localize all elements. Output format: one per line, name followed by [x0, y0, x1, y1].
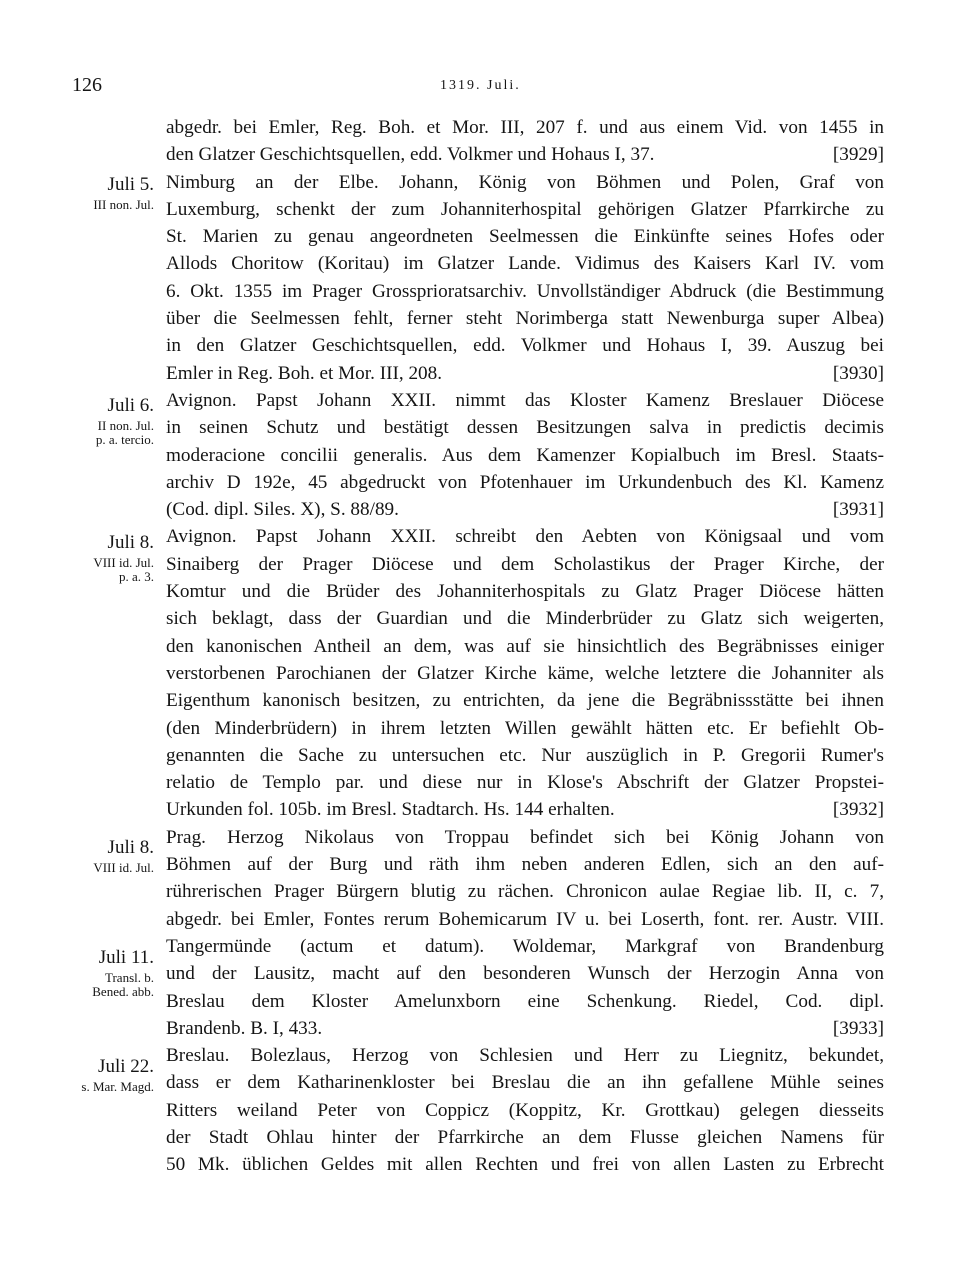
margin-note-breslau [58, 1054, 154, 1094]
text-line: Sinaiberg der Prager Diöcese und dem Scholastikus der Prager Kirche, der [166, 553, 884, 575]
text-line: Eigenthum kanonisch besitzen, zu entrichten, da jene die Begräbnissstätte bei ihnen [166, 690, 884, 712]
text-line: Nimburg an der Elbe. Johann, König von Böhmen und Polen, Graf von [166, 171, 884, 193]
regest-number: [3931] [832, 499, 884, 521]
text-line: Prag. Herzog Nikolaus von Troppau befindet sich bei König Johann von [166, 826, 884, 848]
text-line: in den Glatzer Geschichtsquellen, edd. Volkmer und Hohaus I, 39. Auszug bei [166, 335, 884, 357]
body-text [166, 114, 884, 1179]
text-line: 50 Mk. üblichen Geldes mit allen Rechten und frei von allen Lasten zu Erbrecht [166, 1154, 884, 1176]
text-line: St. Marien zu genau angeordneten Seelmessen die Einkünfte seines Hofes oder [166, 226, 884, 248]
margin-note-3931 [58, 393, 154, 447]
text-line [166, 796, 884, 823]
regest-number: [3933] [832, 1017, 884, 1039]
text-line: Ritters weiland Peter von Coppicz (Koppitz, Kr. Grottkau) gelegen diesseits [166, 1099, 884, 1121]
text-line: in seinen Schutz und bestätigt dessen Besitzungen salva in predictis decimis [166, 417, 884, 439]
margin-date: Juli 6. [107, 395, 154, 416]
text-line: verstorbenen Parochianen der Glatzer Kirche käme, welche letztere die Johanniter als [166, 662, 884, 684]
text-line: Allods Choritow (Koritau) im Glatzer Lande. Vidimus des Kaisers Karl IV. vom [166, 253, 884, 275]
line-text: Emler in Reg. Boh. et Mor. III, 208. [166, 362, 443, 384]
text-line: und der Lausitz, macht auf den besonderen Wunsch der Herzogin Anna von [166, 963, 884, 985]
margin-sub: Transl. b. [104, 970, 154, 985]
regest-number: [3930] [832, 362, 884, 384]
text-line [166, 496, 884, 523]
margin-date: Juli 8. [107, 532, 154, 553]
margin-date: Juli 22. [98, 1056, 154, 1077]
text-line [166, 141, 884, 168]
running-head: 1319. Juli. [440, 78, 521, 93]
text-line: abgedr. bei Emler, Reg. Boh. et Mor. III, 207 f. und aus einem Vid. von 1455 in [166, 117, 884, 138]
margin-note-3933 [58, 945, 154, 999]
regest-number: [3929] [832, 144, 884, 166]
line-text: (Cod. dipl. Siles. X), S. 88/89. [166, 499, 399, 521]
margin-note-prag [58, 835, 154, 875]
page-number: 126 [72, 74, 102, 96]
text-line: Böhmen auf der Burg und räth ihm neben anderen Edlen, sich an den auf- [166, 854, 884, 876]
margin-sub: p. a. tercio. [95, 432, 154, 447]
margin-sub: VIII id. Jul. [93, 860, 154, 875]
margin-date: Juli 8. [107, 837, 154, 858]
margin-sub: II non. Jul. [97, 418, 154, 433]
text-line: Avignon. Papst Johann XXII. schreibt den Aebten von Königsaal und vom [166, 526, 884, 548]
margin-sub: VIII id. Jul. [93, 555, 154, 570]
text-line: den kanonischen Antheil an dem, was auf sie hinsichtlich des Begräbnisses einiger [166, 635, 884, 657]
text-line: abgedr. bei Emler, Fontes rerum Bohemicarum IV u. bei Loserth, font. rer. Austr. VIII. [166, 908, 884, 930]
margin-sub: Bened. abb. [92, 984, 154, 999]
text-line: rührerischen Prager Bürgern blutig zu rächen. Chronicon aulae Regiae lib. II, c. 7, [166, 881, 884, 903]
margin-sub: III non. Jul. [93, 197, 154, 212]
line-text: den Glatzer Geschichtsquellen, edd. Volkmer und Hohaus I, 37. [166, 144, 655, 166]
text-line: relatio de Templo par. und diese nur in Klose's Abschrift der Glatzer Propstei- [166, 772, 884, 794]
text-line [166, 360, 884, 387]
text-line [166, 1015, 884, 1042]
text-line: Breslau dem Kloster Amelunxborn eine Schenkung. Riedel, Cod. dipl. [166, 990, 884, 1012]
margin-sub: p. a. 3. [118, 569, 154, 584]
margin-note-3929 [58, 172, 154, 212]
line-text: Brandenb. B. I, 433. [166, 1017, 323, 1039]
text-line: 6. Okt. 1355 im Prager Grossprioratsarchiv. Unvollständiger Abdruck (die Bestimmung [166, 280, 884, 302]
margin-sub: s. Mar. Magd. [81, 1079, 154, 1094]
margin-date: Juli 11. [98, 947, 154, 968]
text-line: dass er dem Katharinenkloster bei Breslau die an ihn gefallene Mühle seines [166, 1072, 884, 1094]
text-line: der Stadt Ohlau hinter der Pfarrkirche an dem Flusse gleichen Namens für [166, 1126, 884, 1148]
text-line: sich beklagt, dass der Guardian und die Minderbrüder zu Glatz sich weigerten, [166, 608, 884, 630]
text-line: Avignon. Papst Johann XXII. nimmt das Kloster Kamenz Breslauer Diöcese [166, 389, 884, 411]
line-text: Urkunden fol. 105b. im Bresl. Stadtarch. Hs. 144 erhalten. [166, 799, 615, 821]
text-line: genannten die Sache zu untersuchen etc. Nur auszüglich in P. Gregorii Rumer's [166, 744, 884, 766]
text-line: Luxemburg, schenkt der zum Johanniterhospital gehörigen Glatzer Pfarrkirche zu [166, 198, 884, 220]
regest-number: [3932] [832, 799, 884, 821]
text-line: moderacione concilii generalis. Aus dem Kamenzer Kopialbuch im Bresl. Staats- [166, 444, 884, 466]
margin-date: Juli 5. [107, 174, 154, 195]
text-line: über die Seelmessen fehlt, ferner steht Norimberga statt Newenburga super Albea) [166, 308, 884, 330]
text-line: archiv D 192e, 45 abgedruckt von Pfotenhauer im Urkundenbuch des Kl. Kamenz [166, 471, 884, 493]
text-line: Tangermünde (actum et datum). Woldemar, Markgraf von Brandenburg [166, 935, 884, 957]
text-line: (den Minderbrüdern) in ihrem letzten Willen gewählt hätten etc. Er befiehlt Ob- [166, 717, 884, 739]
text-line: Breslau. Bolezlaus, Herzog von Schlesien und Herr zu Liegnitz, bekundet, [166, 1045, 884, 1067]
text-line: Komtur und die Brüder des Johanniterhospitals zu Glatz Prager Diöcese hätten [166, 581, 884, 603]
margin-note-3932 [58, 530, 154, 584]
